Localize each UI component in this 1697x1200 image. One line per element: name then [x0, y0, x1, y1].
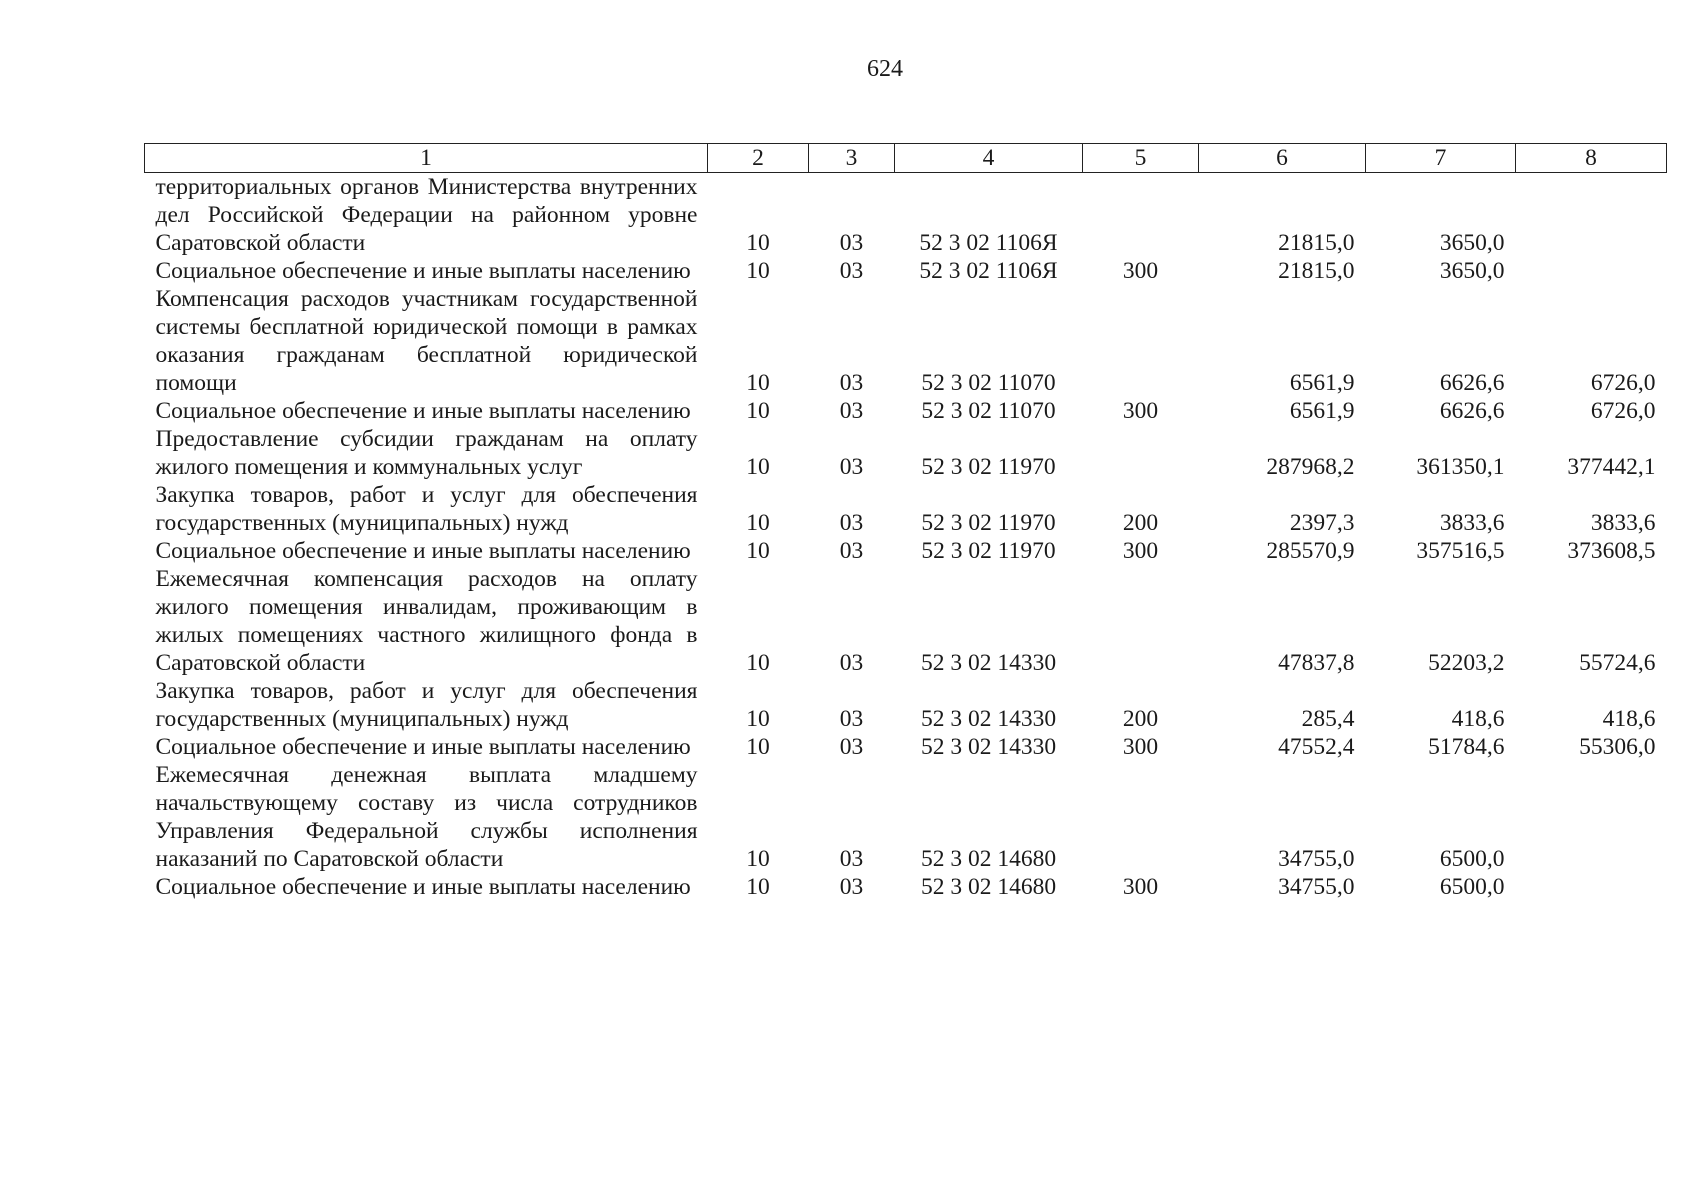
row-subsection-code: 03 [839, 398, 864, 424]
header-col-8: 8 [1516, 144, 1667, 173]
row-amount-col6: 34755,0 [1278, 846, 1355, 872]
row-amount-col6: 2397,3 [1289, 510, 1355, 536]
table-body [145, 173, 1667, 902]
row-subsection-code: 03 [839, 650, 864, 676]
row-amount-col8: 3833,6 [1590, 510, 1656, 536]
row-amount-col7: 6626,6 [1439, 398, 1505, 424]
table-row [145, 761, 1667, 873]
header-row [145, 144, 1667, 173]
row-amount-col8 [1516, 173, 1667, 258]
row-amount-col8 [1516, 257, 1667, 285]
row-section-code: 10 [746, 650, 770, 676]
row-expense-type: 300 [1122, 734, 1159, 760]
table-row [145, 565, 1667, 677]
header-col-7: 7 [1366, 144, 1516, 173]
row-subsection-code: 03 [839, 538, 864, 564]
table-row [145, 873, 1667, 901]
row-expense-type [1083, 425, 1199, 481]
row-description: Социальное обеспечение и иные выплаты населению [155, 874, 691, 900]
row-target-article: 52 3 02 1106Я [919, 258, 1058, 284]
table-row [145, 397, 1667, 425]
row-description: Закупка товаров, работ и услуг для обеспечения государственных (муниципальных) нужд [155, 482, 698, 536]
row-description: Предоставление субсидии гражданам на оплату жилого помещения и коммунальных услуг [155, 426, 698, 480]
row-amount-col7: 52203,2 [1428, 650, 1505, 676]
row-amount-col8 [1516, 873, 1667, 901]
row-amount-col7: 3650,0 [1439, 230, 1505, 256]
row-description: Социальное обеспечение и иные выплаты населению [155, 734, 691, 760]
row-subsection-code: 03 [839, 706, 864, 732]
header-col-4: 4 [895, 144, 1083, 173]
row-expense-type: 300 [1122, 398, 1159, 424]
row-target-article: 52 3 02 11070 [921, 370, 1056, 396]
row-amount-col6: 285570,9 [1266, 538, 1355, 564]
row-target-article: 52 3 02 14330 [920, 650, 1057, 676]
row-section-code: 10 [746, 258, 770, 284]
row-section-code: 10 [746, 510, 770, 536]
table-row [145, 285, 1667, 397]
row-target-article: 52 3 02 11970 [921, 510, 1056, 536]
row-description: Социальное обеспечение и иные выплаты населению [155, 258, 691, 284]
row-section-code: 10 [746, 734, 770, 760]
row-amount-col6: 6561,9 [1289, 370, 1355, 396]
table-row [145, 537, 1667, 565]
row-section-code: 10 [746, 230, 770, 256]
row-target-article: 52 3 02 14330 [920, 706, 1057, 732]
table-row [145, 425, 1667, 481]
header-col-1: 1 [145, 144, 708, 173]
row-expense-type [1083, 761, 1199, 873]
header-col-5: 5 [1083, 144, 1199, 173]
row-description: Социальное обеспечение и иные выплаты населению [155, 538, 691, 564]
row-target-article: 52 3 02 11070 [921, 398, 1056, 424]
row-amount-col6: 6561,9 [1289, 398, 1355, 424]
row-expense-type: 200 [1122, 706, 1159, 732]
row-subsection-code: 03 [839, 258, 864, 284]
row-amount-col6: 285,4 [1301, 706, 1355, 732]
row-subsection-code: 03 [839, 874, 864, 900]
row-target-article: 52 3 02 11970 [921, 538, 1056, 564]
row-amount-col7: 3650,0 [1439, 258, 1505, 284]
row-expense-type [1083, 565, 1199, 677]
row-amount-col7: 361350,1 [1416, 454, 1505, 480]
row-description: территориальных органов Министерства внутренних дел Российской Федерации на районном уровне Саратовской области [155, 174, 698, 256]
header-col-6: 6 [1199, 144, 1366, 173]
row-expense-type [1083, 173, 1199, 258]
row-subsection-code: 03 [839, 846, 864, 872]
row-section-code: 10 [746, 454, 770, 480]
table-row [145, 677, 1667, 733]
row-expense-type: 300 [1122, 538, 1159, 564]
row-target-article: 52 3 02 1106Я [919, 230, 1058, 256]
row-expense-type: 200 [1122, 510, 1159, 536]
row-amount-col6: 47837,8 [1278, 650, 1355, 676]
row-amount-col7: 6626,6 [1439, 370, 1505, 396]
row-amount-col8: 418,6 [1602, 706, 1656, 732]
row-section-code: 10 [746, 538, 770, 564]
row-amount-col7: 6500,0 [1439, 874, 1505, 900]
row-amount-col6: 47552,4 [1278, 734, 1355, 760]
header-col-3: 3 [809, 144, 895, 173]
row-section-code: 10 [746, 370, 770, 396]
row-target-article: 52 3 02 14330 [920, 734, 1057, 760]
row-amount-col6: 34755,0 [1278, 874, 1355, 900]
row-amount-col8: 55306,0 [1579, 734, 1656, 760]
row-expense-type: 300 [1122, 874, 1159, 900]
row-subsection-code: 03 [839, 734, 864, 760]
row-section-code: 10 [746, 706, 770, 732]
table-header [145, 144, 1667, 173]
row-expense-type: 300 [1122, 258, 1159, 284]
row-amount-col8: 55724,6 [1579, 650, 1656, 676]
row-amount-col8: 373608,5 [1567, 538, 1656, 564]
header-col-2: 2 [708, 144, 809, 173]
row-section-code: 10 [746, 398, 770, 424]
row-amount-col7: 3833,6 [1439, 510, 1505, 536]
row-amount-col7: 418,6 [1451, 706, 1505, 732]
row-target-article: 52 3 02 11970 [921, 454, 1056, 480]
row-expense-type [1083, 285, 1199, 397]
row-amount-col6: 21815,0 [1278, 230, 1355, 256]
page-number: 624 [867, 56, 903, 82]
row-amount-col6: 287968,2 [1266, 454, 1355, 480]
table-row [145, 173, 1667, 258]
row-amount-col7: 357516,5 [1416, 538, 1505, 564]
row-section-code: 10 [746, 846, 770, 872]
row-subsection-code: 03 [839, 454, 864, 480]
row-amount-col7: 51784,6 [1428, 734, 1505, 760]
row-subsection-code: 03 [839, 230, 864, 256]
row-amount-col8 [1516, 761, 1667, 873]
row-amount-col8: 377442,1 [1567, 454, 1656, 480]
row-description: Ежемесячная компенсация расходов на оплату жилого помещения инвалидам, проживающим в жилых помещениях частного жилищного фонда в Саратовской области [155, 566, 698, 676]
row-amount-col8: 6726,0 [1590, 370, 1656, 396]
row-section-code: 10 [746, 874, 770, 900]
row-target-article: 52 3 02 14680 [920, 846, 1057, 872]
row-description: Компенсация расходов участникам государственной системы бесплатной юридической помощи в рамках оказания гражданам бесплатной юридической помощи [155, 286, 698, 396]
row-description: Закупка товаров, работ и услуг для обеспечения государственных (муниципальных) нужд [155, 678, 698, 732]
row-target-article: 52 3 02 14680 [920, 874, 1057, 900]
row-description: Социальное обеспечение и иные выплаты населению [155, 398, 691, 424]
table-row [145, 257, 1667, 285]
row-subsection-code: 03 [839, 370, 864, 396]
row-amount-col7: 6500,0 [1439, 846, 1505, 872]
row-description: Ежемесячная денежная выплата младшему начальствующему составу из числа сотрудников Управления Федеральной службы исполнения наказаний по Саратовской области [155, 762, 698, 872]
row-subsection-code: 03 [839, 510, 864, 536]
budget-table [144, 143, 1667, 901]
row-amount-col8: 6726,0 [1590, 398, 1656, 424]
table-row [145, 733, 1667, 761]
table-row [145, 481, 1667, 537]
row-amount-col6: 21815,0 [1278, 258, 1355, 284]
